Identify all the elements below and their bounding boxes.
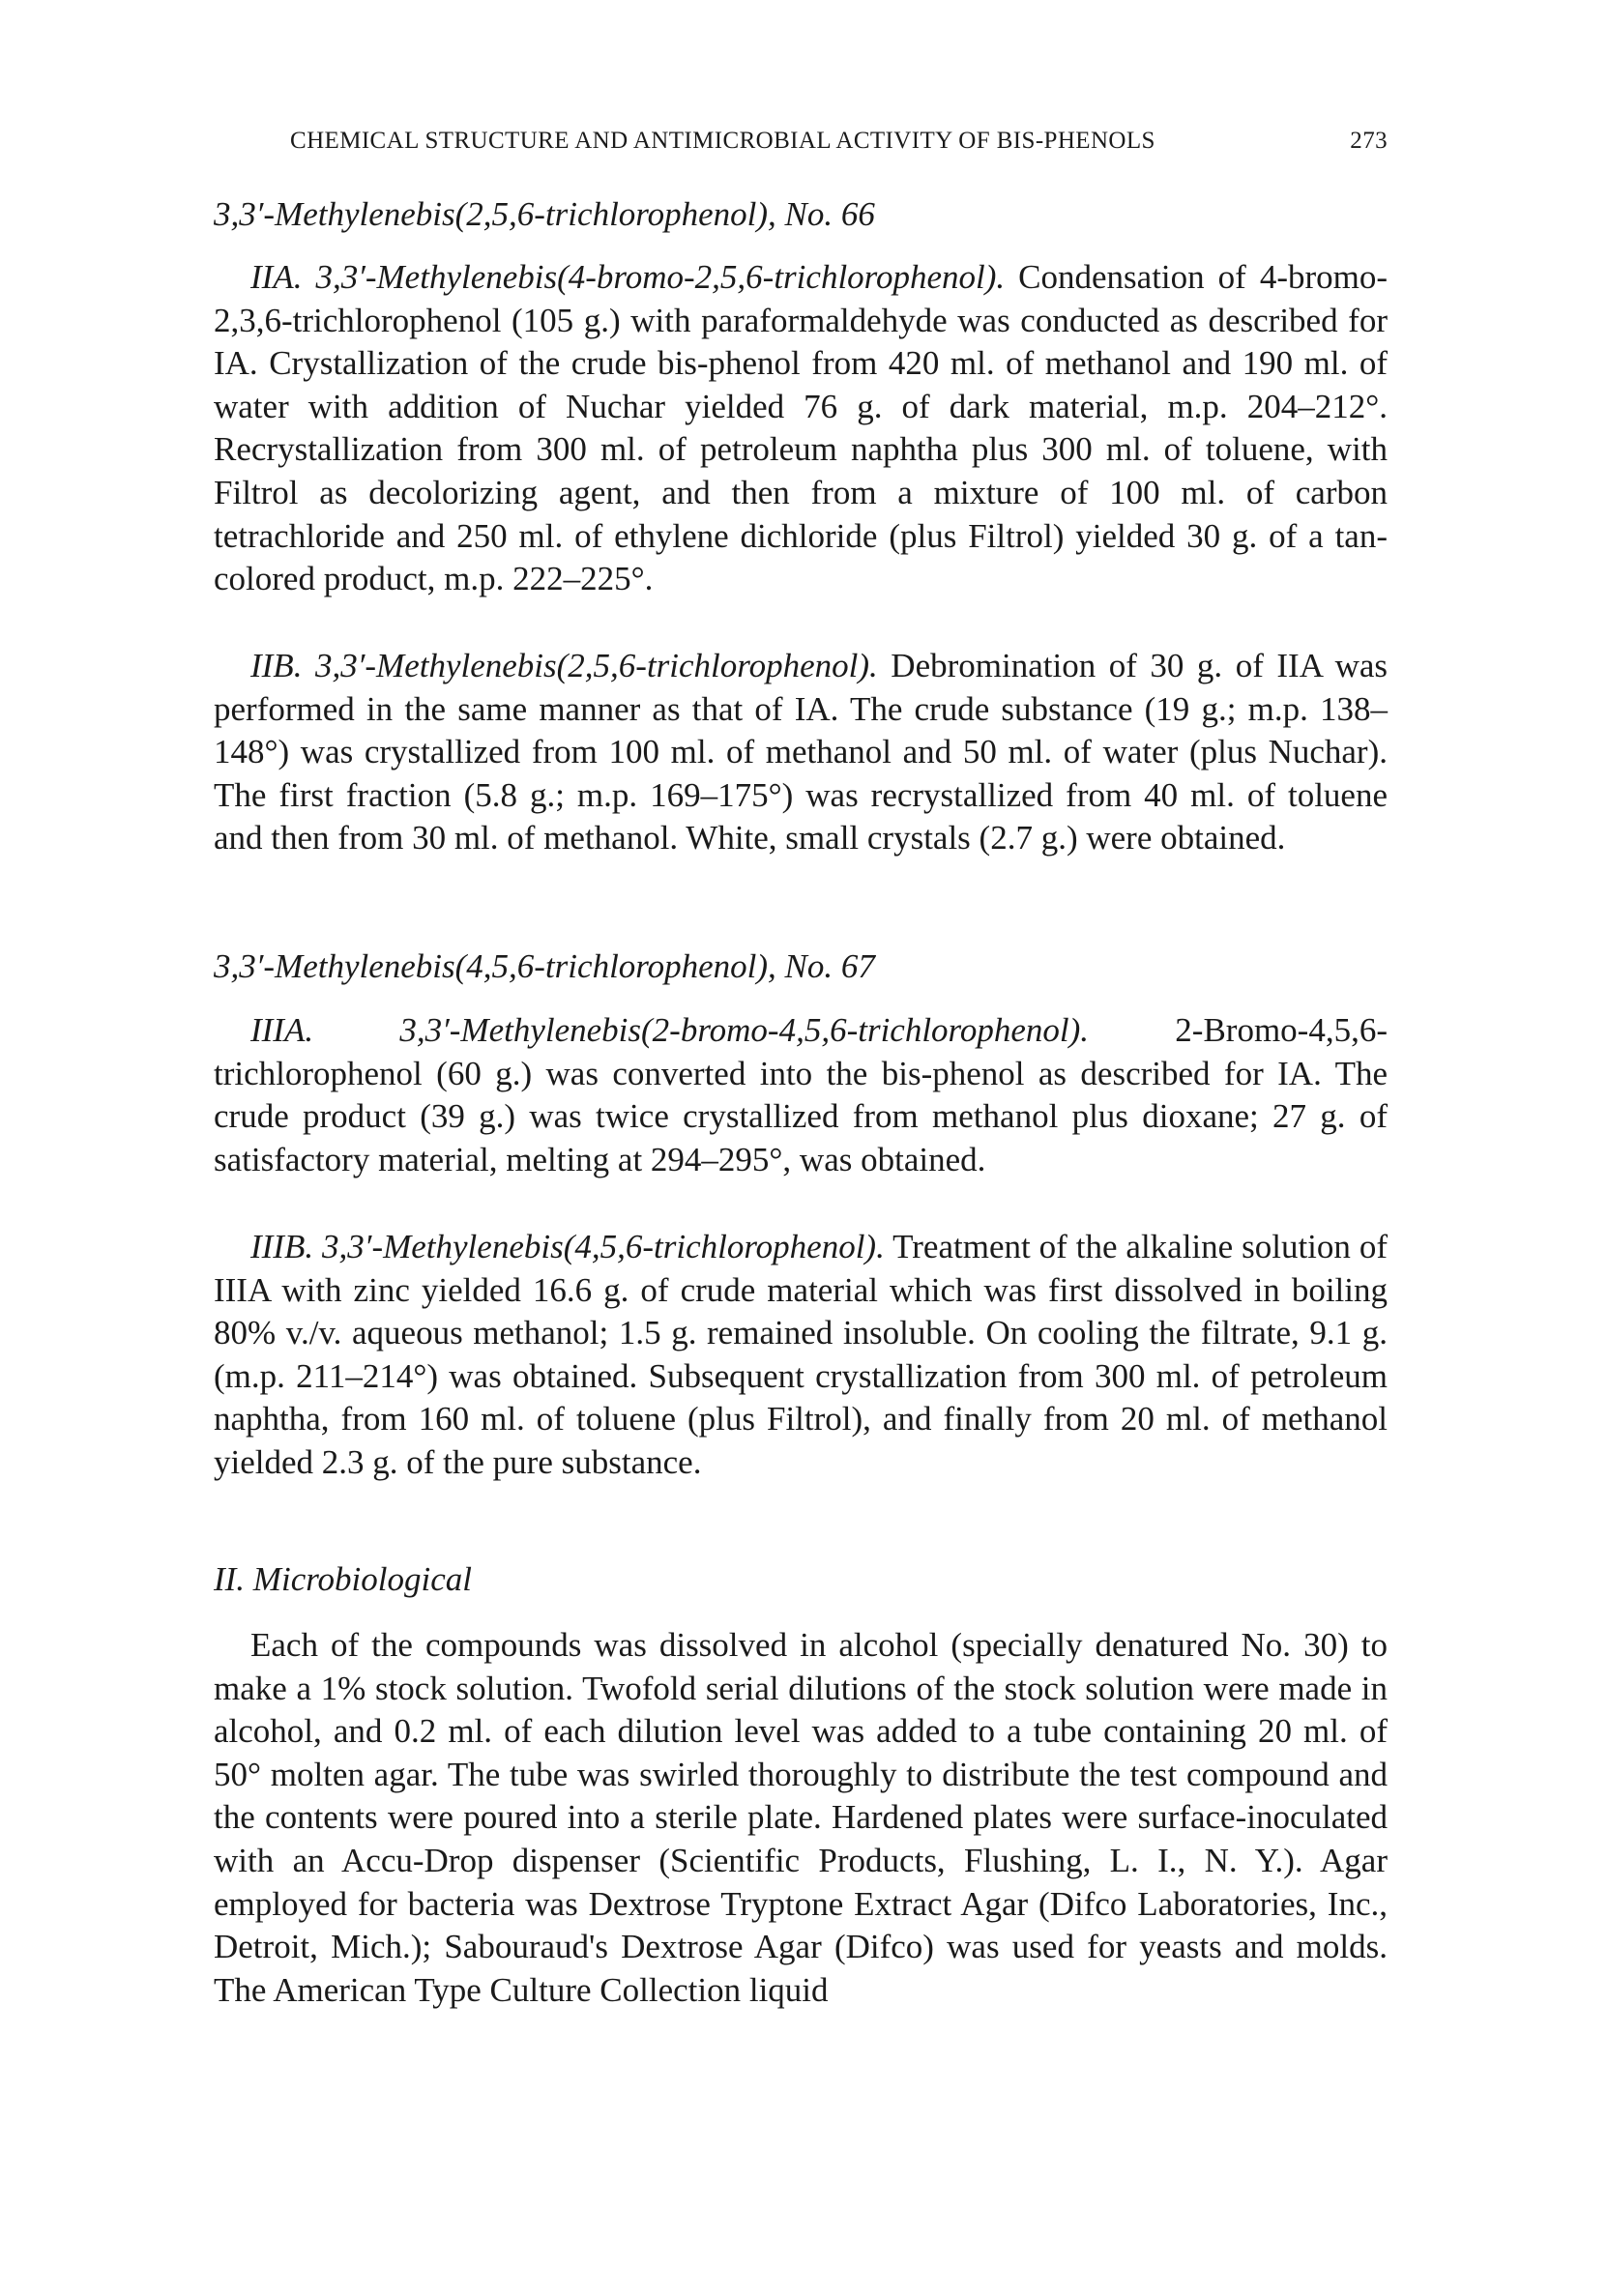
running-title: CHEMICAL STRUCTURE AND ANTIMICROBIAL ACTIVITY OF BIS-PHENOLS: [290, 128, 1155, 154]
compound-name: 3,3′-Methylenebis(2-bromo-4,5,6-trichlorophenol).: [399, 1011, 1090, 1049]
paragraph-iiia: [214, 1009, 1388, 1181]
running-header: [290, 128, 1388, 155]
paragraph-text: 2-Bromo-4,5,6-trichlorophenol (60 g.) was converted into the bis-phenol as described for IA. The crude product (39 g.) was twice crystallized from methanol plus dioxane; 27 g. of satisfactory material, melting at 294–295°, was obtained.: [214, 1011, 1388, 1178]
page-number: 273: [1350, 128, 1388, 154]
compound-name: 3,3′-Methylenebis(4-bromo-2,5,6-trichlorophenol).: [315, 258, 1006, 296]
section-no-66: [214, 193, 1388, 237]
paragraph-label: IIIA.: [250, 1011, 314, 1049]
paragraph-microbiological: [214, 1624, 1388, 2012]
section-no-67: [214, 945, 1388, 989]
paragraph-text: Condensation of 4-bromo-2,3,6-trichlorophenol (105 g.) with paraformaldehyde was conducted as described for IA. Crystallization of the crude bis-phenol from 420 ml. of methanol and 190 ml. of water with addition of Nuchar yielded 76 g. of dark material, m.p. 204–212°. Recrystallization from 300 ml. of petroleum naphtha plus 300 ml. of toluene, with Filtrol as decolorizing agent, and then from a mixture of 100 ml. of carbon tetrachloride and 250 ml. of ethylene dichloride (plus Filtrol) yielded 30 g. of a tan-colored product, m.p. 222–225°.: [214, 258, 1389, 598]
paragraph: [214, 1226, 1388, 1485]
paragraph-iia: [214, 256, 1388, 601]
section-title: 3,3′-Methylenebis(2,5,6-trichlorophenol), No. 66: [214, 195, 875, 233]
paragraph-iib: [214, 645, 1388, 860]
section-title: II. Microbiological: [214, 1560, 472, 1598]
section-title: 3,3′-Methylenebis(4,5,6-trichlorophenol), No. 67: [214, 947, 875, 985]
paragraph-label: IIB.: [250, 647, 303, 684]
paragraph: [214, 1624, 1388, 2012]
paragraph-text: Treatment of the alkaline solution of IIIA with zinc yielded 16.6 g. of crude material which was first dissolved in boiling 80% v./v. aqueous methanol; 1.5 g. remained insoluble. On cooling the filtrate, 9.1 g. (m.p. 211–214°) was obtained. Subsequent crystallization from 300 ml. of petroleum naphtha, from 160 ml. of toluene (plus Filtrol), and finally from 20 ml. of methanol yielded 2.3 g. of the pure substance.: [214, 1228, 1388, 1481]
paragraph-text: Each of the compounds was dissolved in alcohol (specially denatured No. 30) to make a 1% stock solution. Twofold serial dilutions of the stock solution were made in alcohol, and 0.2 ml. of each dilution level was added to a tube containing 20 ml. of 50° molten agar. The tube was swirled thoroughly to distribute the test compound and the contents were poured into a sterile plate. Hardened plates were surface-inoculated with an Accu-Drop dispenser (Scientific Products, Flushing, L. I., N. Y.). Agar employed for bacteria was Dextrose Tryptone Extract Agar (Difco Laboratories, Inc., Detroit, Mich.); Sabouraud's Dextrose Agar (Difco) was used for yeasts and molds. The American Type Culture Collection liquid: [214, 1626, 1388, 2009]
paragraph-iiib: [214, 1226, 1388, 1485]
paragraph: [214, 256, 1388, 601]
paragraph-label: IIA.: [250, 258, 303, 296]
paragraph: [214, 1009, 1388, 1181]
compound-name: 3,3′-Methylenebis(2,5,6-trichlorophenol).: [314, 647, 878, 684]
paragraph: [214, 645, 1388, 860]
paragraph-text: Debromination of 30 g. of IIA was performed in the same manner as that of IA. The crude substance (19 g.; m.p. 138–148°) was crystallized from 100 ml. of methanol and 50 ml. of water (plus Nuchar). The first fraction (5.8 g.; m.p. 169–175°) was recrystallized from 40 ml. of toluene and then from 30 ml. of methanol. White, small crystals (2.7 g.) were obtained.: [214, 647, 1389, 857]
compound-name: 3,3′-Methylenebis(4,5,6-trichlorophenol).: [322, 1228, 885, 1265]
paragraph-label: IIIB.: [250, 1228, 314, 1265]
section-microbiological: [214, 1558, 1388, 1602]
